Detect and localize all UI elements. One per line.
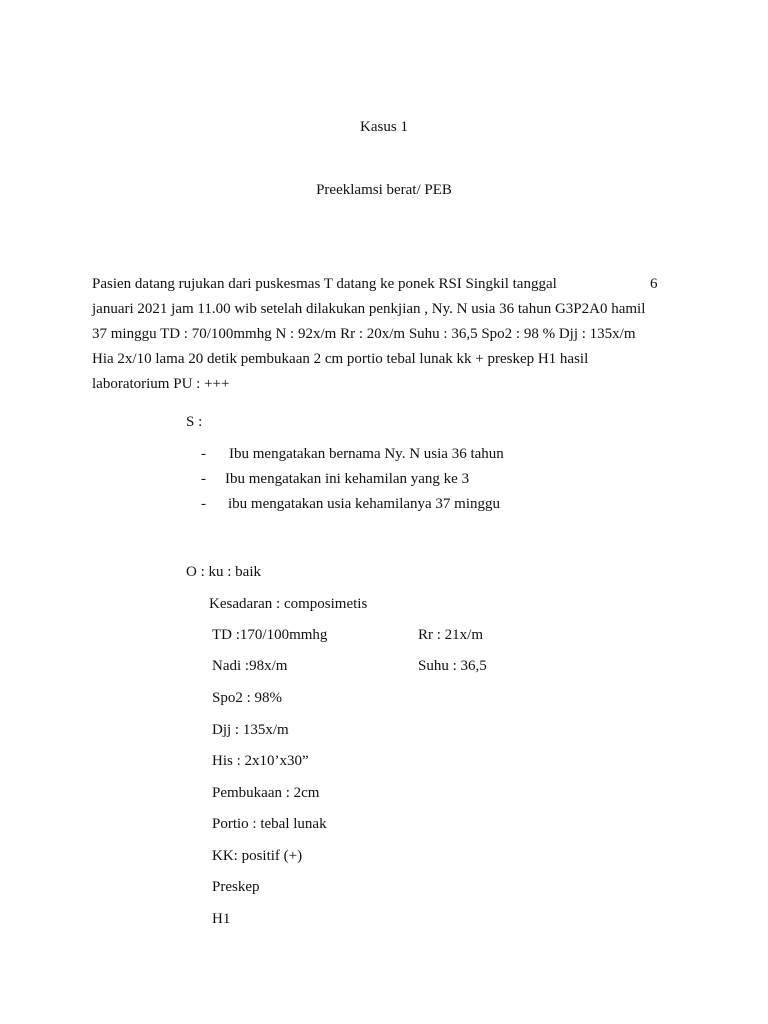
paragraph-line-end: 6 [650, 276, 658, 292]
objective-heading: O : ku : baik [186, 564, 261, 580]
objective-kesadaran: Kesadaran : composimetis [209, 596, 368, 612]
objective-h1: H1 [212, 911, 231, 927]
objective-portio: Portio : tebal lunak [212, 816, 327, 832]
objective-kk: KK: positif (+) [212, 848, 303, 864]
objective-pembukaan: Pembukaan : 2cm [212, 785, 320, 801]
subjective-item: Ibu mengatakan ini kehamilan yang ke 3 [225, 471, 470, 487]
list-bullet: - [201, 471, 206, 487]
objective-his: His : 2x10’x30” [212, 753, 309, 769]
objective-td: TD :170/100mmhg [212, 627, 328, 643]
document-title: Kasus 1 [360, 119, 408, 135]
subjective-heading: S : [186, 414, 203, 430]
subjective-item: ibu mengatakan usia kehamilanya 37 minggu [228, 496, 501, 512]
paragraph-line: januari 2021 jam 11.00 wib setelah dilakukan penkjian , Ny. N usia 36 tahun G3P2A0 hamil [92, 301, 646, 317]
document-subtitle: Preeklamsi berat/ PEB [316, 182, 452, 198]
objective-rr: Rr : 21x/m [418, 627, 484, 643]
subjective-item: Ibu mengatakan bernama Ny. N usia 36 tahun [229, 446, 504, 462]
paragraph-line: 37 minggu TD : 70/100mmhg N : 92x/m Rr : 20x/m Suhu : 36,5 Spo2 : 98 % Djj : 135x/m [92, 326, 636, 342]
objective-suhu: Suhu : 36,5 [418, 658, 487, 674]
objective-preskep: Preskep [212, 879, 260, 895]
paragraph-line: Pasien datang rujukan dari puskesmas T datang ke ponek RSI Singkil tanggal [92, 276, 557, 292]
paragraph-line: laboratorium PU : +++ [92, 376, 230, 392]
list-bullet: - [201, 446, 206, 462]
objective-nadi: Nadi :98x/m [212, 658, 288, 674]
list-bullet: - [201, 496, 206, 512]
objective-djj: Djj : 135x/m [212, 722, 289, 738]
paragraph-line: Hia 2x/10 lama 20 detik pembukaan 2 cm portio tebal lunak kk + preskep H1 hasil [92, 351, 589, 367]
objective-spo2: Spo2 : 98% [212, 690, 283, 706]
